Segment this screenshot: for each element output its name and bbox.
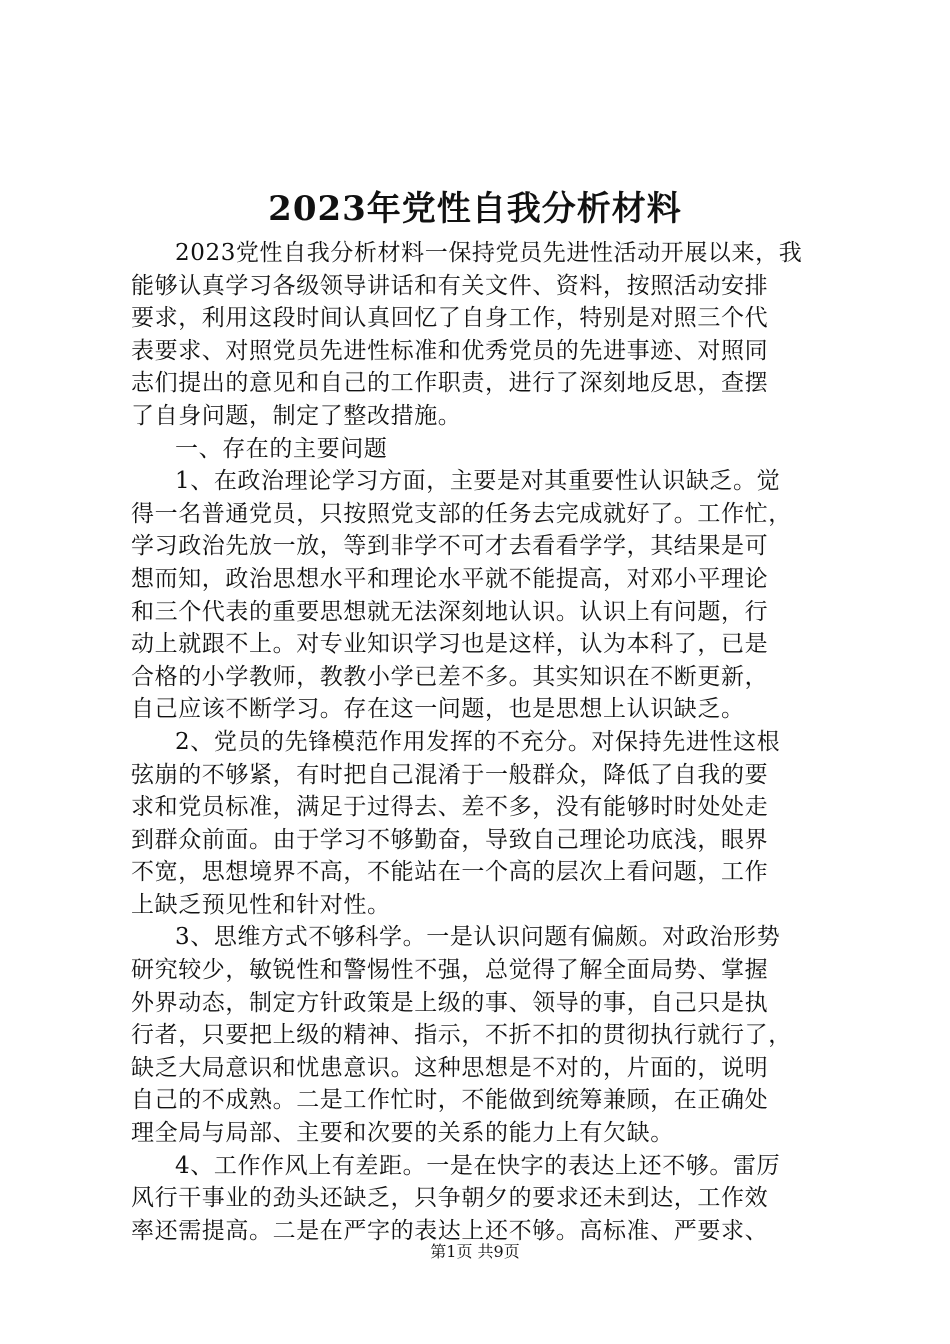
paragraph	[131, 433, 829, 466]
paragraph	[131, 1150, 829, 1248]
document-title: 2023年党性自我分析材料	[268, 189, 682, 229]
paragraph-line: 研究较少，敏锐性和警惕性不强，总觉得了解全面局势、掌握	[131, 957, 769, 984]
paragraph-line: 合格的小学教师，教教小学已差不多。其实知识在不断更新，	[131, 663, 769, 690]
paragraph	[131, 726, 829, 922]
page-number: 第1页 共9页	[430, 1242, 520, 1261]
document-body	[131, 237, 829, 1247]
paragraph-line: 2、党员的先锋模范作用发挥的不充分。对保持先进性这根	[175, 728, 781, 755]
paragraph-line: 上缺乏预见性和针对性。	[131, 891, 391, 918]
paragraph-line: 要求，利用这段时间认真回忆了自身工作，特别是对照三个代	[131, 305, 769, 332]
paragraph-line: 和三个代表的重要思想就无法深刻地认识。认识上有问题，行	[131, 598, 769, 625]
paragraph-line: 想而知，政治思想水平和理论水平就不能提高，对邓小平理论	[131, 565, 769, 592]
paragraph-line: 自己的不成熟。二是工作忙时，不能做到统筹兼顾，在正确处	[131, 1087, 769, 1114]
paragraph-line: 弦崩的不够紧，有时把自己混淆于一般群众，降低了自我的要	[131, 761, 769, 788]
paragraph-line: 缺乏大局意识和忧患意识。这种思想是不对的，片面的，说明	[131, 1054, 769, 1081]
paragraph-line: 了自身问题，制定了整改措施。	[131, 402, 462, 429]
paragraph-line: 学习政治先放一放，等到非学不可才去看看学学，其结果是可	[131, 533, 769, 560]
paragraph	[131, 237, 829, 433]
paragraph-line: 动上就跟不上。对专业知识学习也是这样，认为本科了，已是	[131, 631, 769, 658]
paragraph-line: 得一名普通党员，只按照党支部的任务去完成就好了。工作忙，	[131, 500, 792, 527]
paragraph-line: 率还需提高。二是在严字的表达上还不够。高标准、严要求、	[131, 1217, 769, 1244]
paragraph-line: 能够认真学习各级领导讲话和有关文件、资料，按照活动安排	[131, 272, 769, 299]
paragraph-line: 外界动态，制定方针政策是上级的事、领导的事，自己只是执	[131, 989, 769, 1016]
paragraph-line: 4、工作作风上有差距。一是在快字的表达上还不够。雷厉	[175, 1152, 781, 1179]
paragraph-line: 2023党性自我分析材料一保持党员先进性活动开展以来，我	[175, 240, 803, 266]
paragraph-line: 3、思维方式不够科学。一是认识问题有偏颇。对政治形势	[175, 924, 781, 951]
paragraph-line: 志们提出的意见和自己的工作职责，进行了深刻地反思，查摆	[131, 370, 769, 397]
paragraph	[131, 465, 829, 726]
paragraph-line: 理全局与局部、主要和次要的关系的能力上有欠缺。	[131, 1120, 674, 1147]
paragraph-line: 求和党员标准，满足于过得去、差不多，没有能够时时处处走	[131, 794, 769, 821]
paragraph-line: 表要求、对照党员先进性标准和优秀党员的先进事迹、对照同	[131, 337, 769, 364]
paragraph-line: 一、存在的主要问题	[175, 435, 388, 462]
paragraph-line: 自己应该不断学习。存在这一问题，也是思想上认识缺乏。	[131, 696, 745, 723]
paragraph-line: 风行干事业的劲头还缺乏，只争朝夕的要求还未到达，工作效	[131, 1185, 769, 1212]
paragraph	[131, 921, 829, 1149]
paragraph-line: 1、在政治理论学习方面，主要是对其重要性认识缺乏。觉	[175, 468, 781, 495]
paragraph-line: 不宽，思想境界不高，不能站在一个高的层次上看问题，工作	[131, 859, 769, 886]
paragraph-line: 到群众前面。由于学习不够勤奋，导致自己理论功底浅，眼界	[131, 826, 769, 853]
paragraph-line: 行者，只要把上级的精神、指示，不折不扣的贯彻执行就行了，	[131, 1022, 792, 1049]
